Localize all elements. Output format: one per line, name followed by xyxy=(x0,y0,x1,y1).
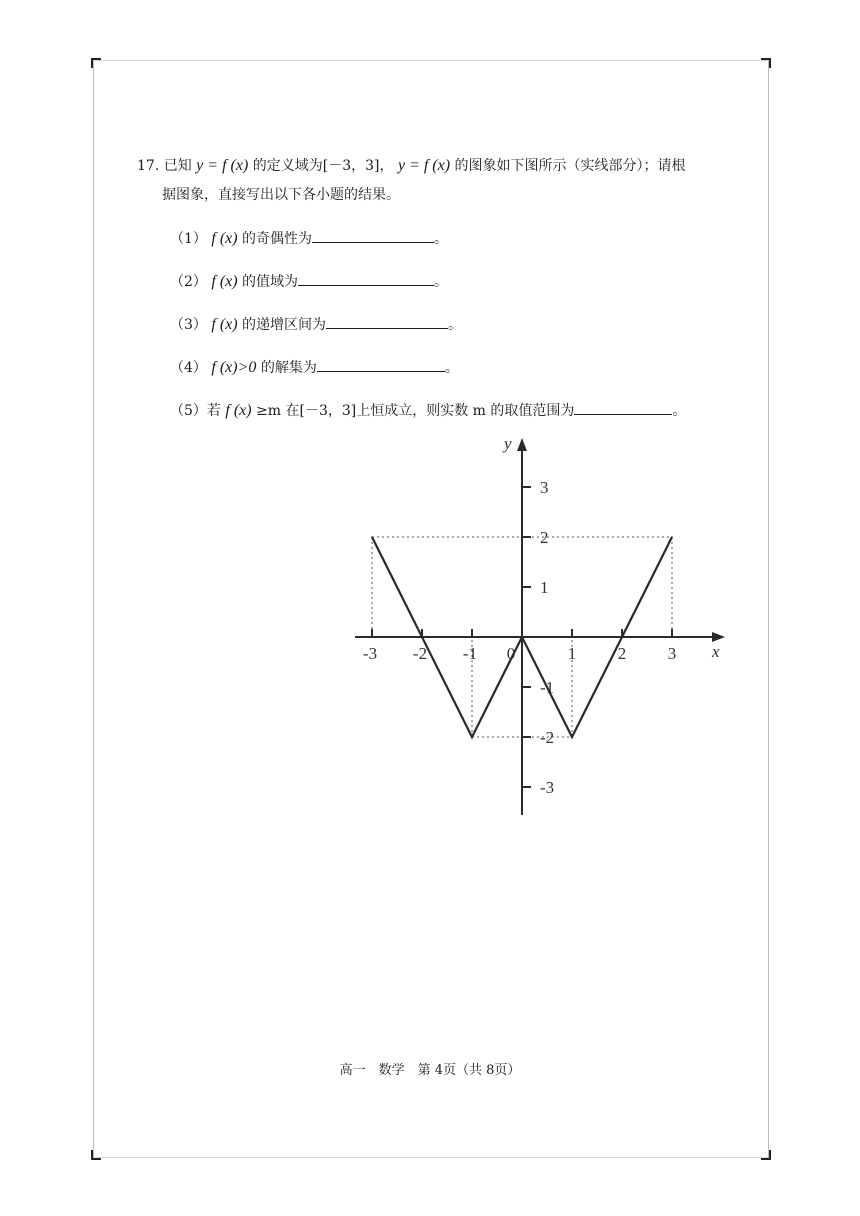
intro-text-c: 的图象如下图所示（实线部分）；请根 xyxy=(454,158,686,174)
x-tick-label: 1 xyxy=(567,644,577,663)
sub-question-expr: f (x)>0 xyxy=(211,359,257,376)
intro-text-a: 已知 xyxy=(163,158,192,174)
sub-question-suffix: 。 xyxy=(434,231,449,247)
data-point xyxy=(471,736,473,738)
x-tick-label: -2 xyxy=(412,644,428,663)
y-tick-label: -2 xyxy=(540,728,555,747)
sub-question-expr: f (x) xyxy=(211,230,238,247)
sub-question-expr: f (x) xyxy=(211,316,238,333)
question-number: 17. xyxy=(137,158,160,174)
sub-question-text: 的奇偶性为 xyxy=(242,231,313,247)
page-footer: 高一 数学 第 4页（共 8页） xyxy=(339,1063,521,1078)
sub-question-expr: f (x) xyxy=(211,273,238,290)
y-tick-label: 3 xyxy=(540,478,549,497)
x-tick-label: 3 xyxy=(667,644,677,663)
sub-question-suffix: 。 xyxy=(448,317,463,333)
x-axis-label: x xyxy=(712,642,720,661)
data-point xyxy=(571,736,573,738)
y-axis-label: y xyxy=(504,434,512,453)
sub-question-label: （4） xyxy=(170,360,207,376)
sub-question-text: 的值域为 xyxy=(242,274,299,290)
x-axis-arrow xyxy=(712,632,725,642)
question-intro-line2: 据图象，直接写出以下各小题的结果。 xyxy=(162,187,400,203)
function-expression: y = f (x) xyxy=(196,157,249,174)
y-tick-label: -3 xyxy=(540,778,555,797)
sub-question-label: （3） xyxy=(170,317,207,333)
x-tick-label: -3 xyxy=(362,644,378,663)
sub-question-label: （1） xyxy=(170,231,207,247)
sub-question-text: 的解集为 xyxy=(260,360,317,376)
data-point xyxy=(671,536,673,538)
data-point xyxy=(421,636,423,638)
data-point xyxy=(521,636,523,638)
intro-text-b: 的定义域为[－3，3]， xyxy=(252,158,394,174)
data-point xyxy=(371,536,373,538)
y-tick-label: 1 xyxy=(540,578,549,597)
x-tick-label: 2 xyxy=(617,644,627,663)
function-expression: y = f (x) xyxy=(397,157,451,174)
data-point xyxy=(621,636,623,638)
y-tick-label: 2 xyxy=(540,528,549,547)
sub-question-expr: f (x) xyxy=(225,402,252,419)
x-tick-label: 0 xyxy=(506,644,516,663)
sub-question-label: （5）若 xyxy=(170,403,221,419)
sub-question-suffix: 。 xyxy=(444,360,459,376)
y-tick-label: -1 xyxy=(540,678,555,697)
sub-question-label: （2） xyxy=(170,274,207,290)
sub-question-text: 的递增区间为 xyxy=(242,317,327,333)
y-axis-arrow xyxy=(517,438,527,451)
sub-question-text: ≥m 在[－3，3]上恒成立，则实数 m 的取值范围为 xyxy=(256,403,575,419)
sub-question-suffix: 。 xyxy=(672,403,687,419)
sub-question-suffix: 。 xyxy=(434,274,449,290)
x-tick-label: -1 xyxy=(462,644,478,663)
